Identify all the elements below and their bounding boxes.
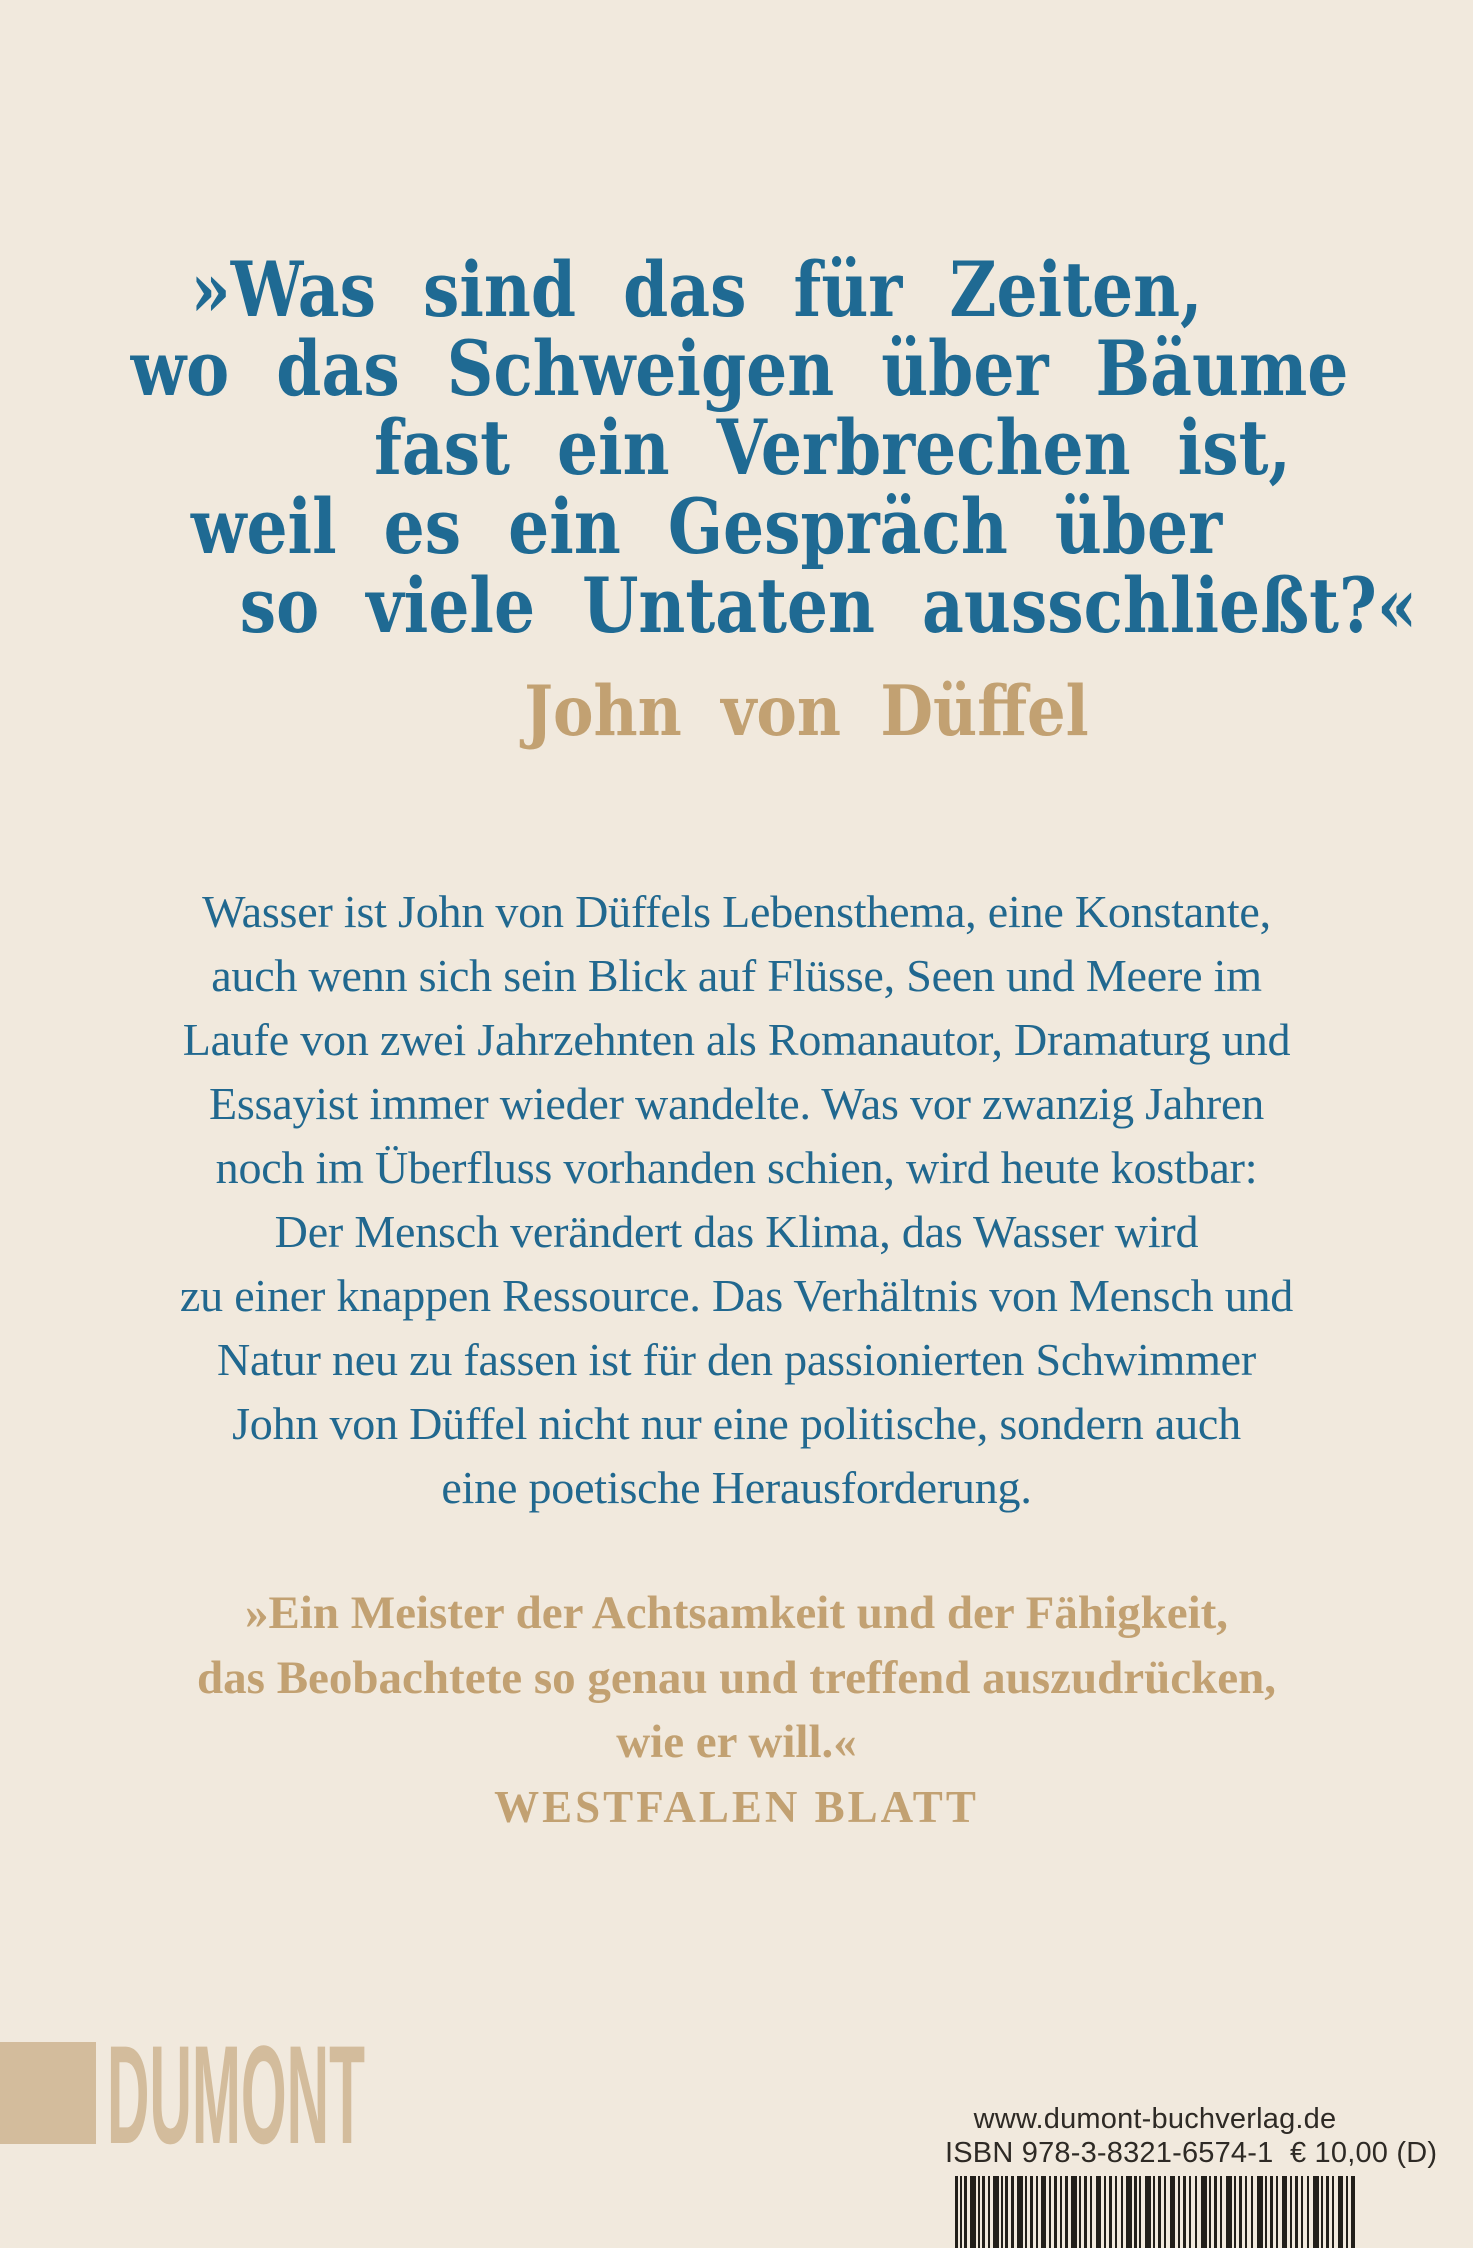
synopsis-line: Laufe von zwei Jahrzehnten als Romanautor, Dramaturg und	[182, 1014, 1291, 1065]
publisher-website: www.dumont-buchverlag.de	[973, 2103, 1337, 2135]
imprint	[945, 2102, 1438, 2248]
synopsis-text	[0, 880, 1473, 1520]
synopsis-line: John von Düffel nicht nur eine politische, sondern auch	[232, 1398, 1241, 1449]
press-quote	[0, 1581, 1473, 1839]
pull-quote-line: weil es ein Gespräch über	[190, 482, 1223, 571]
pull-quote-attribution: John von Düffel	[524, 671, 1089, 752]
logo-wordmark-text: DUMONT	[107, 2016, 365, 2173]
pull-quote-line: so viele Untaten ausschließt?«	[239, 561, 1418, 650]
synopsis-line: zu einer knappen Ressource. Das Verhältnis von Mensch und	[179, 1270, 1294, 1321]
press-quote-source: WESTFALEN BLATT	[494, 1781, 979, 1832]
synopsis-line: eine poetische Herausforderung.	[441, 1462, 1032, 1513]
synopsis-line: auch wenn sich sein Blick auf Flüsse, Seen und Meere im	[211, 950, 1262, 1001]
synopsis-line: Natur neu zu fassen ist für den passionierten Schwimmer	[216, 1334, 1257, 1385]
press-quote-line: das Beobachtete so genau und treffend auszudrücken,	[197, 1651, 1276, 1704]
logo-block-icon	[0, 2042, 96, 2144]
publisher-logo	[0, 2016, 367, 2173]
synopsis-line: Essayist immer wieder wandelte. Was vor zwanzig Jahren	[208, 1078, 1265, 1129]
press-quote-line: wie er will.«	[616, 1716, 857, 1768]
logo-wordmark	[107, 2016, 367, 2173]
pull-quote-line: fast ein Verbrechen ist,	[374, 403, 1291, 492]
pull-quote-line: »Was sind das für Zeiten,	[190, 245, 1203, 334]
synopsis-line: Wasser ist John von Düffels Lebensthema, eine Konstante,	[202, 886, 1271, 937]
pull-quote-line: wo das Schweigen über Bäume	[130, 324, 1349, 413]
pull-quote	[0, 245, 1473, 650]
synopsis-line: Der Mensch verändert das Klima, das Wasser wird	[274, 1206, 1199, 1257]
barcode	[955, 2176, 1355, 2248]
press-quote-line: »Ein Meister der Achtsamkeit und der Fähigkeit,	[244, 1587, 1229, 1639]
isbn-price-line: ISBN 978-3-8321-6574-1 € 10,00 (D)	[945, 2137, 1438, 2169]
synopsis-line: noch im Überfluss vorhanden schien, wird heute kostbar:	[215, 1142, 1258, 1193]
